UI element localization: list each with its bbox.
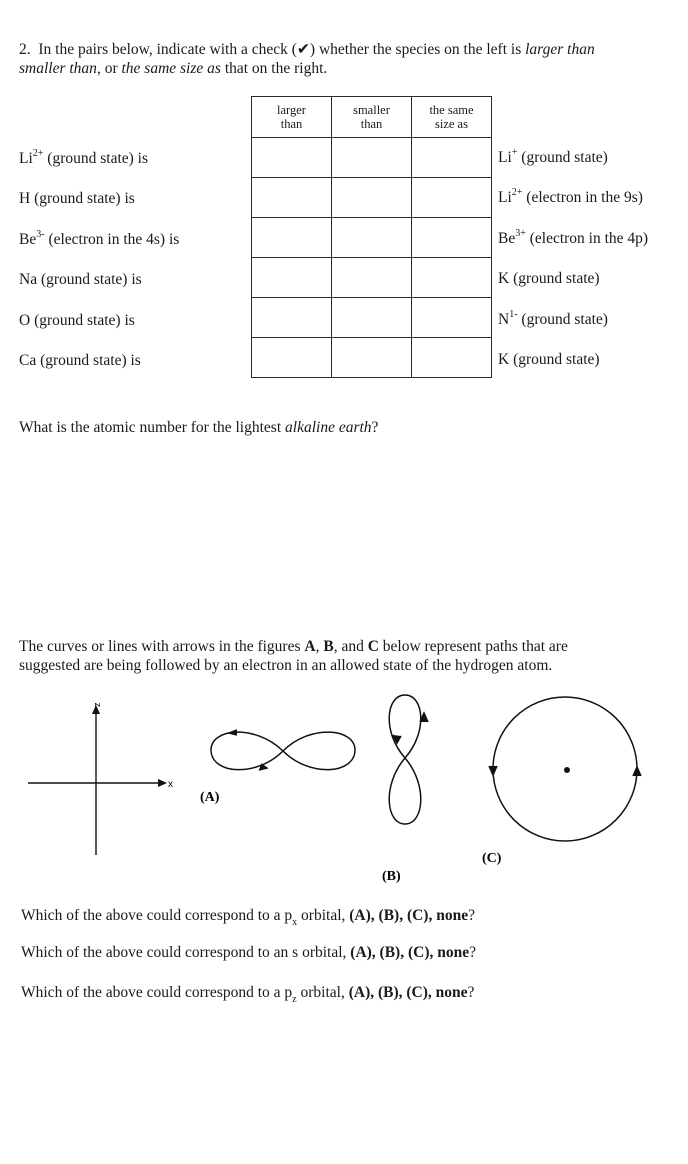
orbital-question-px [21,907,475,929]
header-same-size [412,97,492,138]
species-symbol: Li [19,150,33,167]
figure-c-label: (C) [482,851,502,866]
question-number: 2. [19,41,31,58]
species-charge: 3+ [515,227,526,239]
orbit-figures [0,690,688,890]
right-species-1 [498,146,608,167]
species-state: (ground state) [509,270,600,287]
species-state: (ground state) is [30,312,135,329]
species-symbol: H [19,190,31,207]
answer-options: (A), (B), (C), none [350,944,470,961]
question-text: Which of the above could correspond to an s orbital, [21,944,351,961]
species-state: (electron in the 9s) [522,189,643,206]
intro-text-a: In the pairs below, indicate with a check ( [38,41,297,58]
figure-c-path [489,697,641,841]
right-species-5 [498,308,608,329]
species-symbol: Be [498,230,516,247]
question-text: orbital, [296,984,349,1001]
answer-cell-same[interactable] [412,138,492,178]
right-species-6 [498,351,600,369]
species-symbol: Li [498,189,512,206]
header-line: larger [277,103,306,117]
species-symbol: Be [19,231,37,248]
path-arrow-icon [633,767,641,776]
figure-ref-b: B [323,638,334,655]
answer-cell-same[interactable] [412,178,492,218]
paths-text: The curves or lines with arrows in the figures [19,638,305,655]
paths-line-2: suggested are being followed by an electron in an allowed state of the hydrogen atom. [19,657,553,674]
right-species-4 [498,270,600,288]
answer-cell-smaller[interactable] [332,258,412,298]
path-arrow-icon [489,766,497,775]
comparison-table [251,96,492,378]
paths-text: below represent paths that are [378,638,568,655]
paths-paragraph [19,637,568,675]
answer-cell-larger[interactable] [252,298,332,338]
smaller-than-term: smaller than [19,60,97,77]
species-state: (ground state) [517,311,608,328]
species-charge: 3- [36,228,45,240]
table-row [252,338,492,378]
answer-options: (A), (B), (C), none [348,984,468,1001]
species-symbol: K [498,270,510,287]
question-mark: ? [371,419,379,436]
species-symbol: O [19,312,31,329]
table-row [252,258,492,298]
question-mark: ? [469,944,476,961]
answer-options: (A), (B), (C), none [349,907,469,924]
species-state: (ground state) is [37,271,142,288]
species-state: (electron in the 4p) [525,230,649,247]
answer-cell-smaller[interactable] [332,138,412,178]
question-text: Which of the above could correspond to a p [21,907,293,924]
answer-cell-larger[interactable] [252,138,332,178]
figure-a-path [211,730,355,770]
left-species-2 [19,190,135,208]
orbital-subscript: z [292,994,297,1006]
left-species-1 [19,147,149,168]
species-state: (ground state) [509,351,600,368]
species-charge: 2+ [32,147,44,159]
orbital-subscript: x [292,917,298,929]
answer-cell-smaller[interactable] [332,218,412,258]
separator: , and [333,638,368,655]
species-symbol: Ca [19,352,37,369]
header-line: than [360,117,383,131]
left-species-6 [19,352,141,370]
right-species-3 [498,227,649,248]
answer-cell-smaller[interactable] [332,298,412,338]
separator: , [315,638,324,655]
header-line: size as [435,117,468,131]
figure-ref-c: C [367,638,379,655]
answer-cell-smaller[interactable] [332,178,412,218]
left-species-4 [19,271,142,289]
header-larger-than [252,97,332,138]
header-smaller-than [332,97,412,138]
orbital-question-s [21,944,476,962]
species-state: (ground state) [517,149,608,166]
species-charge: 2+ [511,186,523,198]
or-text: , or [96,60,122,77]
figure-b-path [389,695,428,824]
right-species-2 [498,186,643,207]
species-charge: 1- [509,308,518,320]
table-row [252,178,492,218]
orbital-question-pz [21,984,475,1006]
intro-end-text: that on the right. [220,60,328,77]
x-axis-label: x [168,779,173,790]
figure-a-label: (A) [200,790,220,805]
question-mark: ? [467,984,475,1001]
x-axis-arrow-icon [158,779,167,787]
table-header-row [252,97,492,138]
table-row [252,298,492,338]
nucleus-dot [564,767,570,773]
answer-cell-larger[interactable] [252,258,332,298]
answer-cell-larger[interactable] [252,338,332,378]
alkaline-earth-term: alkaline earth [285,419,372,436]
alkaline-earth-question [19,418,378,437]
species-state: (ground state) is [30,190,135,207]
path-arrow-icon [229,730,237,735]
answer-cell-larger[interactable] [252,218,332,258]
check-mark-icon: ✔ [296,41,310,58]
larger-than-term: larger than [525,41,595,58]
intro-text-b: ) whether the species on the left is [309,41,526,58]
answer-cell-same[interactable] [412,218,492,258]
figure-b-label: (B) [382,869,401,884]
answer-cell-same[interactable] [412,258,492,298]
question-text: orbital, [297,907,350,924]
species-state: (electron in the 4s) is [44,231,180,248]
answer-cell-same[interactable] [412,338,492,378]
question-2-line-2 [19,59,595,78]
figure-ref-a: A [304,638,316,655]
question-2-intro [19,40,595,78]
question-text: Which of the above could correspond to a p [21,984,293,1001]
answer-cell-smaller[interactable] [332,338,412,378]
header-line: smaller [353,103,390,117]
header-line: the same [429,103,474,117]
species-symbol: Li [498,149,512,166]
coordinate-axes [28,702,173,855]
left-species-3 [19,228,180,249]
left-species-5 [19,312,135,330]
table-row [252,138,492,178]
answer-cell-same[interactable] [412,298,492,338]
species-symbol: K [498,351,510,368]
species-state: (ground state) is [36,352,141,369]
species-state: (ground state) is [43,150,149,167]
same-size-term: the same size as [121,60,221,77]
z-axis-label: z [92,702,102,707]
paths-line-1 [19,637,568,656]
species-symbol: Na [19,271,38,288]
question-mark: ? [468,907,475,924]
header-line: than [280,117,303,131]
answer-cell-larger[interactable] [252,178,332,218]
question-2-line-1 [19,40,595,59]
table-row [252,218,492,258]
species-charge: + [511,146,518,158]
species-symbol: N [498,311,510,328]
question-text: What is the atomic number for the lightest [19,419,286,436]
